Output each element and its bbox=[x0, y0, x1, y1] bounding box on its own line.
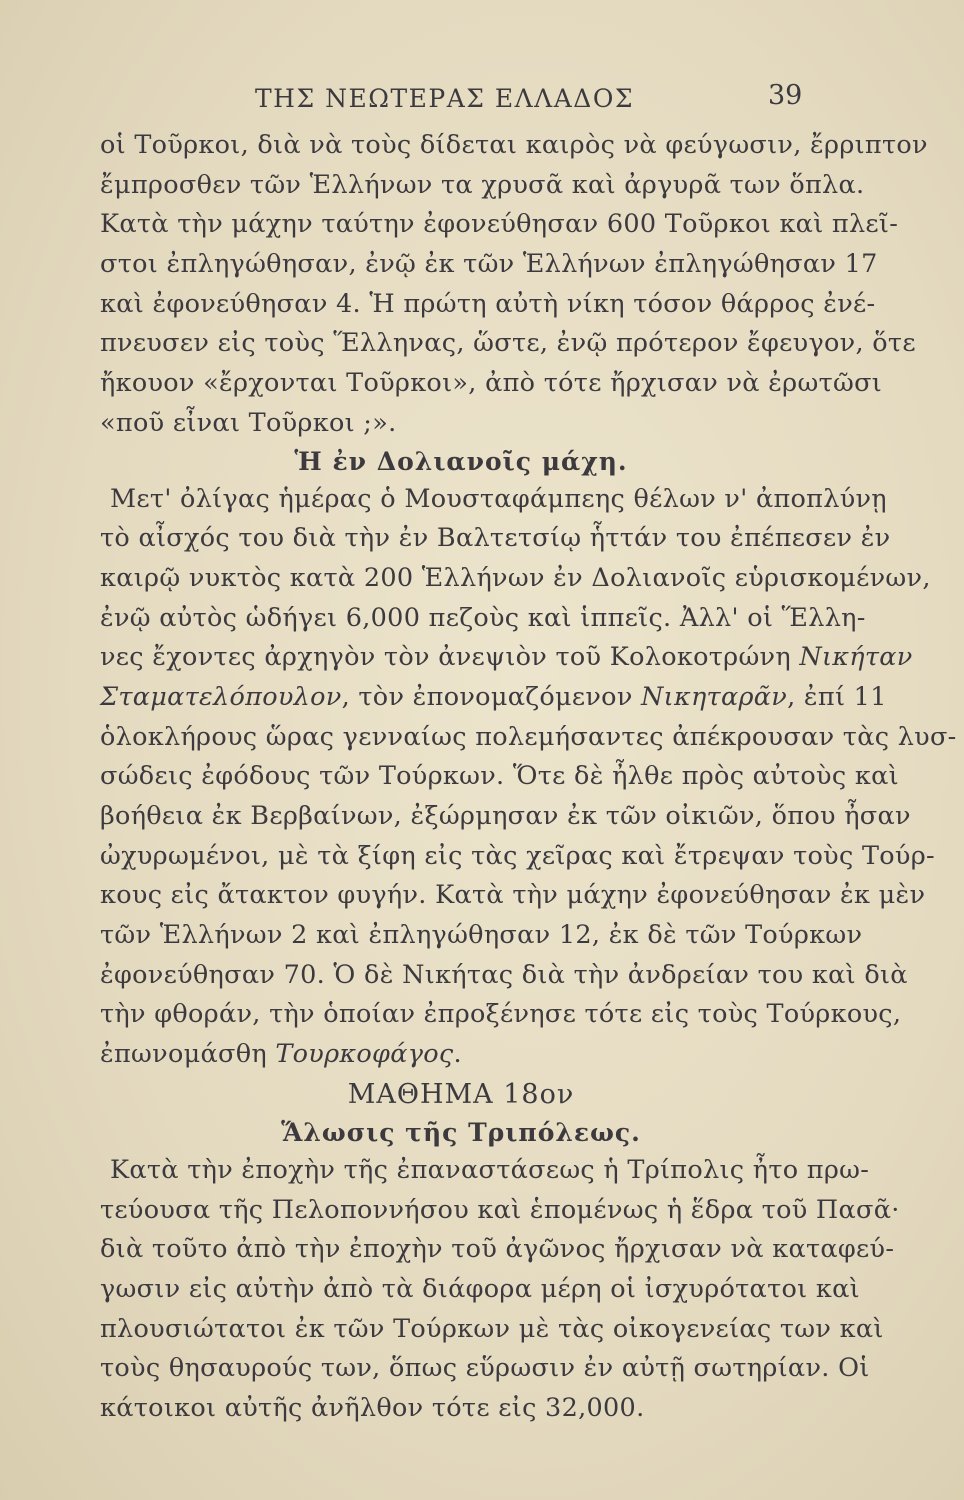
text-line: τεύουσα τῆς Πελοποννήσου καὶ ἑπομένως ἡ ἕδρα τοῦ Πασᾶ· bbox=[100, 1194, 900, 1225]
page-body bbox=[100, 126, 957, 1429]
text-line: πνευσεν εἰς τοὺς Ἕλληνας, ὥστε, ἐνῷ πρότερον ἔφευγον, ὅτε bbox=[100, 328, 916, 359]
text-line: καιρῷ νυκτὸς κατὰ 200 Ἑλλήνων ἐν Δολιανοῖς εὑρισκομένων, bbox=[100, 562, 931, 593]
italic-name: Νικήταν bbox=[799, 642, 913, 673]
text-segment: , ἐπί 11 bbox=[787, 681, 887, 712]
text-line: στοι ἐπληγώθησαν, ἐνῷ ἐκ τῶν Ἑλλήνων ἐπληγώθησαν 17 bbox=[100, 249, 878, 280]
text-line: κάτοικοι αὐτῆς ἀνῆλθον τότε εἰς 32,000. bbox=[100, 1392, 645, 1423]
text-segment: . bbox=[453, 1039, 462, 1070]
page-number: 39 bbox=[768, 80, 803, 111]
text-line: διὰ τοῦτο ἀπὸ τὴν ἐποχὴν τοῦ ἀγῶνος ἤρχισαν νὰ καταφεύ- bbox=[100, 1234, 895, 1265]
text-segment: νες ἔχοντες ἀρχηγὸν τὸν ἀνεψιὸν τοῦ Κολοκοτρώνη bbox=[100, 642, 791, 673]
text-line: Κατὰ τὴν ἐποχὴν τῆς ἐπαναστάσεως ἡ Τρίπολις ἦτο πρω- bbox=[110, 1154, 870, 1185]
text-line: ἐνῷ αὐτὸς ὡδήγει 6,000 πεζοὺς καὶ ἱππεῖς. Ἀλλ' οἱ Ἕλλη- bbox=[100, 602, 866, 633]
text-line: γωσιν εἰς αὐτὴν ἀπὸ τὰ διάφορα μέρη οἱ ἰσχυρότατοι καὶ bbox=[100, 1273, 860, 1304]
text-line: ὁλοκλήρους ὥρας γενναίως πολεμήσαντες ἀπέκρουσαν τὰς λυσ- bbox=[100, 721, 957, 752]
text-line: Κατὰ τὴν μάχην ταύτην ἐφονεύθησαν 600 Τοῦρκοι καὶ πλεῖ- bbox=[100, 209, 899, 240]
text-line: τὴν φθοράν, τὴν ὁποίαν ἐπροξένησε τότε εἰς τοὺς Τούρκους, bbox=[100, 999, 902, 1030]
italic-name: Σταματελόπουλον bbox=[100, 681, 342, 712]
text-line bbox=[100, 1035, 822, 1075]
text-line bbox=[100, 638, 913, 678]
text-line: σώδεις ἐφόδους τῶν Τούρκων. Ὅτε δὲ ἦλθε πρὸς αὐτοὺς καὶ bbox=[100, 761, 899, 792]
text-line: καὶ ἐφονεύθησαν 4. Ἡ πρώτη αὐτὴ νίκη τόσον θάρρος ἐνέ- bbox=[100, 288, 876, 319]
lesson-title: ΜΑΘΗΜΑ 18ον bbox=[347, 1078, 575, 1110]
text-line: τῶν Ἑλλήνων 2 καὶ ἐπληγώθησαν 12, ἐκ δὲ τῶν Τούρκων bbox=[100, 920, 863, 951]
italic-name: Τουρκοφάγος bbox=[275, 1039, 454, 1070]
text-line: ὠχυρωμένοι, μὲ τὰ ξίφη εἰς τὰς χεῖρας καὶ ἔτρεψαν τοὺς Τούρ- bbox=[100, 840, 935, 871]
text-line: βοήθεια ἐκ Βερβαίνων, ἐξώρμησαν ἐκ τῶν οἰκιῶν, ὅπου ἦσαν bbox=[100, 801, 911, 831]
section-heading: Ἅλωσις τῆς Τριπόλεως. bbox=[281, 1117, 641, 1147]
text-line: πλουσιώτατοι ἐκ τῶν Τούρκων μὲ τὰς οἰκογενείας των καὶ bbox=[100, 1313, 884, 1344]
text-line: τὸ αἶσχός του διὰ τὴν ἐν Βαλτετσίῳ ἧττάν του ἐπέπεσεν ἐν bbox=[100, 523, 891, 554]
text-line: κους εἰς ἄτακτον φυγήν. Κατὰ τὴν μάχην ἐφονεύθησαν ἐκ μὲν bbox=[100, 880, 926, 911]
text-segment: ἐπωνομάσθη bbox=[100, 1039, 276, 1070]
text-line bbox=[100, 678, 887, 718]
text-line: τοὺς θησαυρούς των, ὅπως εὕρωσιν ἐν αὐτῇ σωτηρίαν. Οἱ bbox=[100, 1353, 870, 1384]
text-line: οἱ Τοῦρκοι, διὰ νὰ τοὺς δίδεται καιρὸς νὰ φεύγωσιν, ἔρριπτον bbox=[100, 130, 928, 160]
section-heading: Ἡ ἐν Δολιανοῖς μάχη. bbox=[294, 446, 628, 476]
text-line: ἤκουον «ἔρχονται Τοῦρκοι», ἀπὸ τότε ἤρχισαν νὰ ἐρωτῶσι bbox=[100, 368, 883, 399]
text-line: ἔμπροσθεν τῶν Ἑλλήνων τα χρυσᾶ καὶ ἀργυρᾶ των ὅπλα. bbox=[100, 169, 865, 200]
running-head: ΤΗΣ ΝΕΩΤΕΡΑΣ ΕΛΛΑΔΟΣ bbox=[255, 84, 635, 113]
text-line: ἐφονεύθησαν 70. Ὁ δὲ Νικήτας διὰ τὴν ἀνδρείαν του καὶ διὰ bbox=[100, 959, 908, 990]
text-segment: , τὸν ἐπονομαζόμενον bbox=[341, 681, 633, 712]
italic-name: Νικηταρᾶν bbox=[641, 681, 788, 712]
text-line: Μετ' ὀλίγας ἡμέρας ὁ Μουσταφάμπεης θέλων ν' ἀποπλύνῃ bbox=[110, 483, 887, 514]
text-line: «ποῦ εἶναι Τοῦρκοι ;». bbox=[100, 407, 397, 438]
